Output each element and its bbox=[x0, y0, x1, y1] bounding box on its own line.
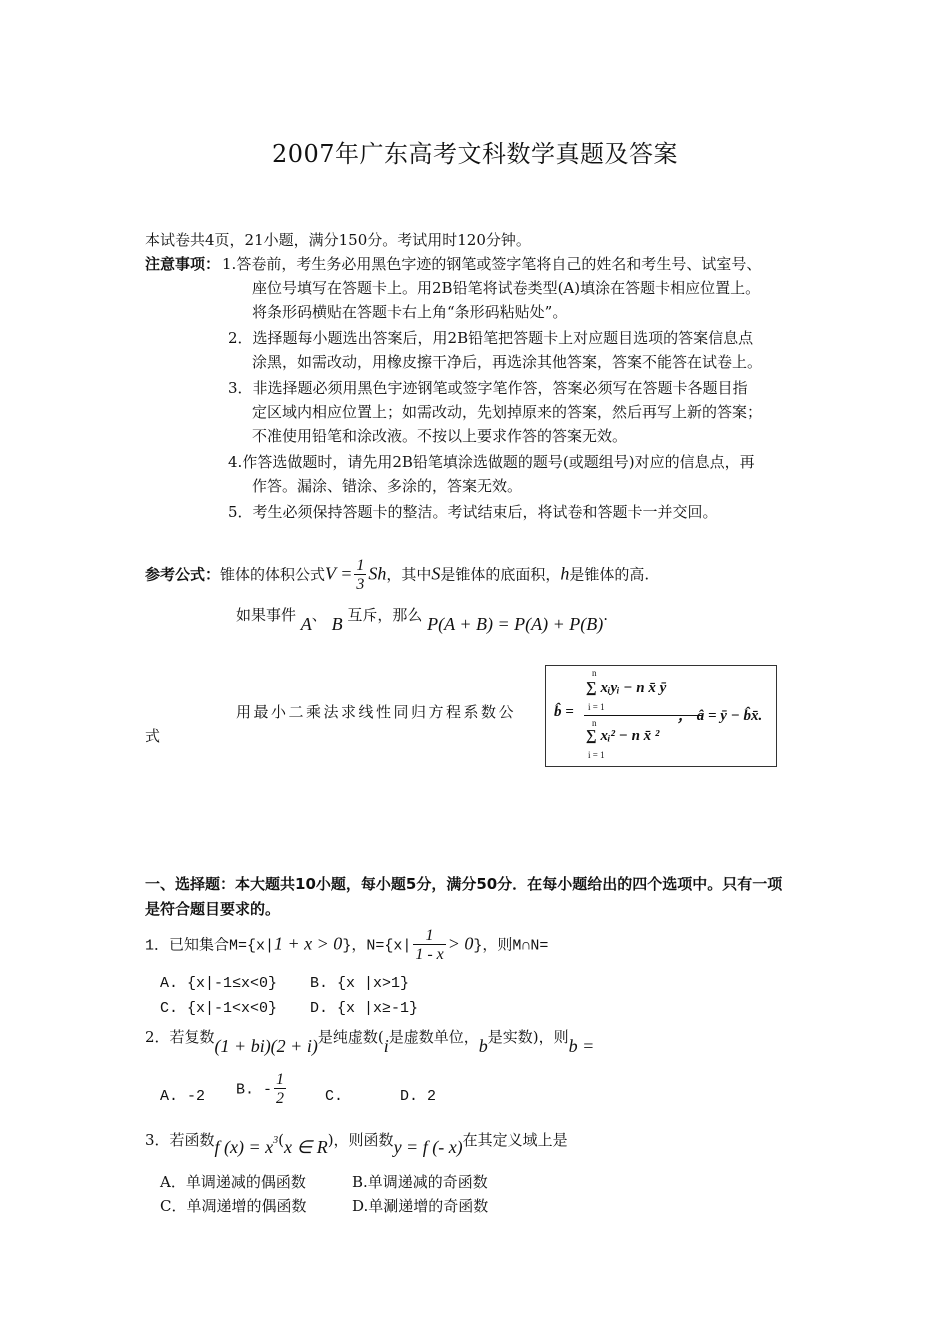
q1-m-expr: 1 + x > 0 bbox=[274, 933, 343, 954]
q1-fraction-num: 1 bbox=[425, 927, 434, 944]
exam-intro: 本试卷共4页，21小题，满分150分。考试用时120分钟。 bbox=[145, 231, 531, 249]
notice-item-line: 答卷前，考生务必用黑色字迹的钢笔或签字笔将自己的姓名和考生号、试室号、 bbox=[236, 255, 762, 273]
event-end: . bbox=[603, 606, 608, 624]
ls-denominator: ∑ xᵢ² − n x̄ ² bbox=[586, 728, 660, 744]
q3-prefix: 3．若函数 bbox=[145, 1131, 215, 1149]
question-2 bbox=[145, 1024, 595, 1056]
cone-fraction-num: 1 bbox=[356, 557, 365, 574]
q3-option-a: A．单调递减的偶函数 bbox=[160, 1173, 306, 1191]
event-formula: P(A + B) = P(A) + P(B) bbox=[427, 614, 604, 634]
q3-domain: x ∈ R bbox=[284, 1137, 328, 1157]
notice-item-line: 涂黑，如需改动，用橡皮擦干净后，再选涂其他答案，答案不能答在试卷上。 bbox=[252, 353, 763, 371]
formula-cone-line bbox=[145, 558, 649, 593]
q2-i-var: i bbox=[383, 1036, 389, 1056]
question-3 bbox=[145, 1125, 568, 1157]
least-squares-text-tail: 式 bbox=[145, 727, 161, 745]
q3-text1: )，则函数 bbox=[327, 1131, 394, 1149]
notice-item-4 bbox=[228, 450, 755, 474]
q1-fraction-den: 1 - x bbox=[415, 946, 444, 963]
notice-item-number: 3． bbox=[228, 379, 253, 397]
formula-event-line bbox=[236, 602, 608, 634]
q2-text3: 是实数)，则 bbox=[487, 1028, 569, 1046]
event-sep: 、 bbox=[311, 606, 327, 624]
notice-item-5 bbox=[228, 500, 718, 524]
q2-option-b-num: 1 bbox=[276, 1071, 285, 1088]
q3-gx: y = f (- x) bbox=[393, 1137, 463, 1157]
notice-label: 注意事项： bbox=[145, 255, 221, 273]
cone-rest1: ，其中 bbox=[386, 565, 432, 584]
ls-numerator: ∑ xᵢyᵢ − n x̄ ȳ bbox=[586, 680, 667, 696]
question-1 bbox=[145, 928, 548, 963]
q2-option-a: A. -2 bbox=[160, 1088, 206, 1105]
cone-rest3: 是锥体的高. bbox=[569, 565, 650, 584]
ls-sum-bottom-den: i = 1 bbox=[588, 750, 605, 760]
event-b: B bbox=[331, 614, 343, 634]
cone-rest2: 是锥体的底面积， bbox=[440, 565, 561, 584]
page-title: 2007年广东高考文科数学真题及答案 bbox=[271, 140, 679, 168]
cone-text: 锥体的体积公式 bbox=[220, 565, 326, 584]
q1-mid: }，N={x| bbox=[342, 937, 412, 955]
q3-option-c: C．单凋递增的偶函数 bbox=[160, 1197, 307, 1215]
notice-item-3 bbox=[228, 376, 748, 400]
event-text2: 互斥，那么 bbox=[347, 606, 423, 624]
least-squares-formula-box bbox=[545, 665, 777, 767]
q2-option-b-den: 2 bbox=[276, 1090, 285, 1107]
cone-sh: Sh bbox=[368, 563, 387, 584]
q3-option-d: D.单涮递增的奇函数 bbox=[352, 1197, 489, 1215]
notice-item-2 bbox=[228, 326, 753, 350]
q2-ask: b = bbox=[568, 1036, 595, 1056]
notice-item-line: 作答选做题时，请先用2B铅笔填涂选做题的题号(或题组号)对应的信息点，再 bbox=[242, 453, 755, 471]
least-squares-text: 用最小二乘法求线性同归方程系数公 bbox=[236, 703, 517, 721]
cone-h: h bbox=[560, 563, 570, 584]
section-1-heading-cont: 是符合题目要求的。 bbox=[145, 900, 281, 918]
q1-n-tail: > 0 bbox=[447, 933, 474, 954]
notice-item-number: 2． bbox=[228, 329, 253, 347]
q1-fraction bbox=[413, 928, 445, 963]
cone-s: S bbox=[431, 563, 441, 584]
q3-text2: 在其定义域上是 bbox=[462, 1131, 568, 1149]
q1-option-b: B. {x |x>1} bbox=[310, 975, 410, 992]
q2-option-d: D. 2 bbox=[400, 1088, 437, 1105]
notice-item-line: 不准使用铅笔和涂改液。不按以上要求作答的答案无效。 bbox=[252, 427, 628, 445]
q2-option-b bbox=[236, 1072, 288, 1107]
q2-b-var: b bbox=[478, 1036, 488, 1056]
notice-item-line: 考生必须保持答题卡的整洁。考试结束后，将试卷和答题卡一并交回。 bbox=[252, 503, 718, 521]
q2-prefix: 2．若复数 bbox=[145, 1028, 215, 1046]
ls-b-hat: b̂ = bbox=[554, 704, 574, 720]
ls-sum-top-den: n bbox=[592, 718, 597, 728]
q3-fx: f (x) = x bbox=[214, 1137, 274, 1157]
cone-fraction-den: 3 bbox=[356, 576, 365, 593]
notice-item-number: 1. bbox=[222, 255, 237, 273]
ls-sum-bottom-num: i = 1 bbox=[588, 702, 605, 712]
q1-prefix: 1．已知集合M={x| bbox=[145, 937, 275, 955]
section-1-heading: 一、选择题：本大题共10小题，每小题5分，满分50分．在每小题给出的四个选项中。只有一项 bbox=[145, 875, 783, 893]
notice-item-line: 非选择题必须用黑色宇迹钢笔或签字笔作答，答案必须写在答题卡各题目指 bbox=[252, 379, 748, 397]
q3-option-b: B.单调递减的奇函数 bbox=[352, 1173, 488, 1191]
q2-text1: 是纯虚数( bbox=[317, 1028, 384, 1046]
ls-rest: ， â = ȳ − b̂x̄. bbox=[678, 708, 763, 724]
notice-item-number: 4. bbox=[228, 453, 243, 471]
q3-paren-open: ( bbox=[278, 1131, 285, 1149]
event-a: A bbox=[300, 614, 312, 634]
formulas-label: 参考公式： bbox=[145, 565, 221, 584]
q1-option-a: A. {x|-1≤x<0} bbox=[160, 975, 278, 992]
q3-exponent: 3 bbox=[273, 1135, 279, 1146]
q1-option-d: D. {x |x≥-1} bbox=[310, 1000, 419, 1017]
notice-item-1 bbox=[222, 252, 761, 276]
notice-item-number: 5． bbox=[228, 503, 253, 521]
event-text1: 如果事件 bbox=[236, 606, 297, 624]
notice-item-line: 作答。漏涂、错涂、多涂的，答案无效。 bbox=[252, 477, 523, 495]
q1-suffix: }，则M∩N= bbox=[473, 937, 549, 955]
notice-item-line: 将条形码横贴在答题卡右上角“条形码粘贴处”。 bbox=[252, 303, 568, 321]
cone-v: V = bbox=[325, 563, 353, 584]
q2-option-b-fraction bbox=[274, 1072, 286, 1107]
ls-sum-top-num: n bbox=[592, 668, 597, 678]
cone-fraction bbox=[354, 558, 366, 593]
notice-item-line: 座位号填写在答题卡上。用2B铅笔将试卷类型(A)填涂在答题卡相应位置上。 bbox=[252, 279, 761, 297]
q2-option-b-prefix: B. - bbox=[236, 1081, 273, 1099]
q2-expr: (1 + bi)(2 + i) bbox=[214, 1036, 318, 1056]
notice-item-line: 定区域内相应位置上；如需改动，先划掉原来的答案，然后再写上新的答案； bbox=[252, 403, 763, 421]
notice-item-line: 选择题每小题选出答案后，用2B铅笔把答题卡上对应题目选项的答案信息点 bbox=[252, 329, 754, 347]
q2-option-c: C. bbox=[325, 1088, 344, 1105]
q1-option-c: C. {x|-1<x<0} bbox=[160, 1000, 278, 1017]
q2-text2: 是虚数单位， bbox=[388, 1028, 479, 1046]
